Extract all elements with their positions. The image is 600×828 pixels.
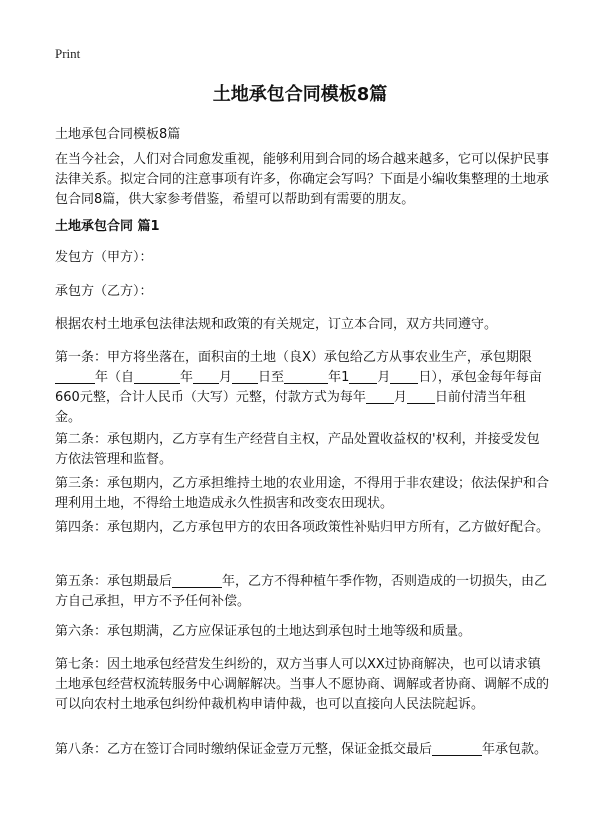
print-link[interactable]: Print [55, 46, 81, 61]
article-1 [55, 348, 550, 428]
blank-line [55, 369, 95, 384]
preamble-paragraph: 根据农村土地承包法律法规和政策的有关规定，订立本合同，双方共同遵守。 [55, 317, 498, 332]
document-title: 土地承包合同模板8篇 [212, 84, 388, 105]
party-a-line: 发包方（甲方）： [55, 250, 153, 265]
blank-line [193, 369, 219, 384]
article-2: 第二条：承包期内，乙方享有生产经营自主权，产品处置收益权的'权利，并接受发包方依法管理和监督。 [55, 432, 540, 467]
blank-line [432, 741, 482, 756]
article-8-text-2: 年承包款。 [482, 742, 548, 757]
article-7: 第七条：因土地承包经营发生纠纷的，双方当事人可以XX过协商解决，也可以请求镇土地承包经营权流转服务中心调解解决。当事人不愿协商、调解或者协商、调解不成的可以向农村土地承包纠纷仲裁机构申请仲裁，也可以直接向人民法院起诉。 [55, 657, 550, 712]
document-subtitle: 土地承包合同模板8篇 [55, 127, 181, 142]
article-8 [55, 740, 550, 760]
blank-line [349, 369, 377, 384]
article-4: 第四条：承包期内，乙方承包甲方的农田各项政策性补贴归甲方所有，乙方做好配合。 [55, 520, 550, 535]
article-1-text-9: 月 [393, 390, 407, 405]
blank-line [407, 389, 435, 404]
article-1-text-5: 日至 [258, 370, 285, 385]
article-5-text-2: 年，乙方不得种植午季作物，否则造成的一切损失，由乙方自己承担，甲方不予任何补偿。 [55, 574, 548, 609]
party-b-line: 承包方（乙方）： [55, 284, 153, 299]
article-1-text-2: 年（自 [95, 370, 135, 385]
blank-line [172, 573, 222, 588]
article-1-text-7: 月 [377, 370, 391, 385]
intro-paragraph: 在当今社会，人们对合同愈发重视，能够利用到合同的场合越来越多，它可以保护民事法律关系。拟定合同的注意事项有许多，你确定会写吗？下面是小编收集整理的土地承包合同8篇，供大家参考借鉴，希望可以帮助到有需要的朋友。 [55, 152, 550, 207]
article-5 [55, 572, 550, 612]
article-1-text-3: 年 [180, 370, 194, 385]
blank-line [134, 369, 180, 384]
article-6: 第六条：承包期满，乙方应保证承包的土地达到承包时土地等级和质量。 [55, 624, 472, 639]
article-5-text-1: 第五条：承包期最后 [55, 574, 173, 589]
blank-line [232, 369, 258, 384]
article-1-text-4: 月 [219, 370, 233, 385]
blank-line [284, 369, 328, 384]
blank-line [390, 369, 418, 384]
article-1-text-8: 日），承包金每年每亩660元整，合计人民币（大写）元整，付款方式为每年 [55, 370, 542, 405]
article-1-text-10: 日前付清当年租金。 [55, 390, 526, 425]
section-heading: 土地承包合同 篇1 [55, 219, 160, 234]
article-3: 第三条：承包期内，乙方承担维持土地的农业用途，不得用于非农建设；依法保护和合理利用土地，不得给土地造成永久性损害和改变农田现状。 [55, 476, 550, 511]
article-1-text-1: 第一条：甲方将坐落在，面积亩的土地（良X）承包给乙方从事农业生产，承包期限 [55, 350, 532, 365]
article-8-text-1: 第八条：乙方在签订合同时缴纳保证金壹万元整，保证金抵交最后 [55, 742, 433, 757]
article-1-text-6: 年1 [328, 370, 350, 385]
blank-line [366, 389, 394, 404]
